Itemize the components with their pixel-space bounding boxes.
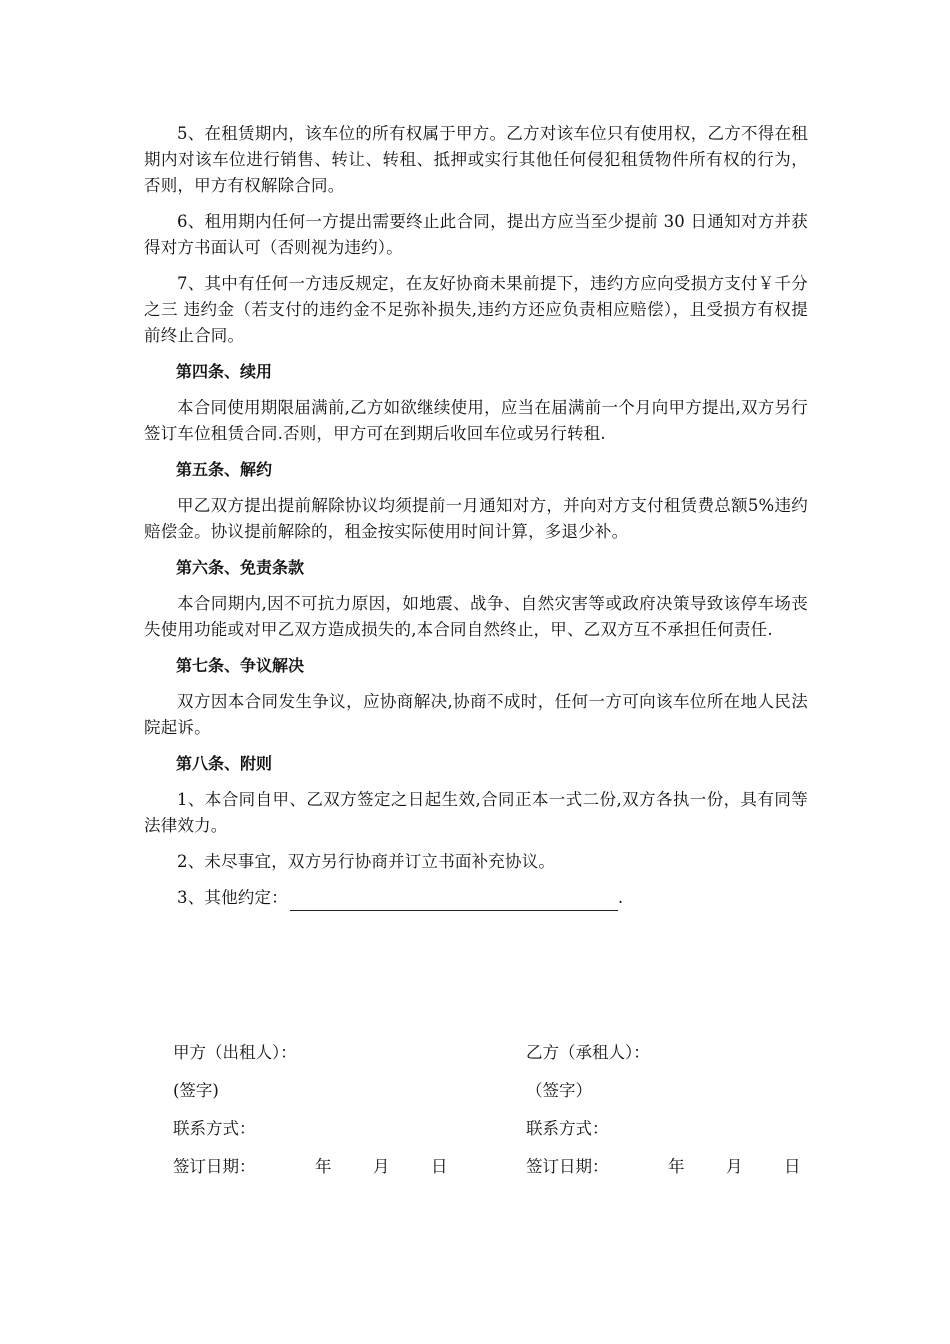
- article-6-heading: 第六条、免责条款: [176, 558, 305, 577]
- party-a-sign[interactable]: (签字): [173, 1081, 219, 1100]
- party-b-signature-block: [526, 1040, 801, 1192]
- party-a-date-label: 签订日期：: [173, 1157, 256, 1176]
- article-8-item-2: 2、未尽事宜，双方另行协商并订立书面补充协议。: [177, 852, 556, 871]
- clause-6: 6、租用期内任何一方提出需要终止此合同，提出方应当至少提前 30 日通知对方并获得对方书面认可（否则视为违约）。: [144, 212, 808, 257]
- party-a-day: 日: [431, 1157, 448, 1176]
- contract-body: [144, 121, 808, 921]
- article-7-body: 双方因本合同发生争议，应协商解决,协商不成时，任何一方可向该车位所在地人民法院起诉。: [144, 692, 808, 737]
- party-b-month: 月: [726, 1157, 743, 1176]
- party-b-year: 年: [668, 1157, 685, 1176]
- article-6-body: 本合同期内,因不可抗力原因，如地震、战争、自然灾害等或政府决策导致该停车场丧失使用功能或对甲乙双方造成损失的,本合同自然终止，甲、乙双方互不承担任何责任.: [144, 594, 808, 639]
- party-a-title: 甲方（出租人）：: [173, 1043, 297, 1062]
- party-b-date-label: 签订日期：: [526, 1157, 609, 1176]
- other-terms-label: 3、其他约定：: [177, 888, 288, 907]
- clause-7: 7、其中有任何一方违反规定，在友好协商未果前提下，违约方应向受损方支付￥千分之三 违约金（若支付的违约金不足弥补损失,违约方还应负责相应赔偿），且受损方有权提前终止合同。: [144, 274, 808, 345]
- party-b-day: 日: [784, 1157, 801, 1176]
- party-a-year: 年: [315, 1157, 332, 1176]
- party-a-signature-block: [173, 1040, 448, 1192]
- party-b-title: 乙方（承租人）：: [526, 1043, 650, 1062]
- article-4-heading: 第四条、续用: [176, 362, 273, 381]
- article-4-body: 本合同使用期限届满前,乙方如欲继续使用，应当在届满前一个月向甲方提出,双方另行签订车位租赁合同.否则，甲方可在到期后收回车位或另行转租.: [144, 398, 808, 443]
- other-terms-blank[interactable]: [290, 892, 618, 911]
- party-a-contact[interactable]: 联系方式：: [173, 1119, 256, 1138]
- party-a-month: 月: [373, 1157, 390, 1176]
- article-8-item-3: [144, 885, 808, 911]
- article-8-item-1: 1、本合同自甲、乙双方签定之日起生效,合同正本一式二份,双方各执一份，具有同等法律效力。: [144, 790, 808, 835]
- article-5-body: 甲乙双方提出提前解除协议均须提前一月通知对方，并向对方支付租赁费总额5%违约赔偿金。协议提前解除的，租金按实际使用时间计算，多退少补。: [144, 496, 808, 541]
- party-b-sign[interactable]: （签字）: [526, 1081, 592, 1100]
- article-5-heading: 第五条、解约: [176, 460, 273, 479]
- party-b-date-row[interactable]: [526, 1154, 801, 1192]
- article-8-heading: 第八条、附则: [176, 754, 273, 773]
- article-7-heading: 第七条、争议解决: [176, 656, 305, 675]
- other-terms-end: .: [617, 888, 624, 907]
- clause-5: 5、在租赁期内，该车位的所有权属于甲方。乙方对该车位只有使用权，乙方不得在租期内对该车位进行销售、转让、转租、抵押或实行其他任何侵犯租赁物件所有权的行为，否则，甲方有权解除合同。: [144, 124, 808, 195]
- party-b-contact[interactable]: 联系方式：: [526, 1119, 609, 1138]
- party-a-date-row[interactable]: [173, 1154, 448, 1192]
